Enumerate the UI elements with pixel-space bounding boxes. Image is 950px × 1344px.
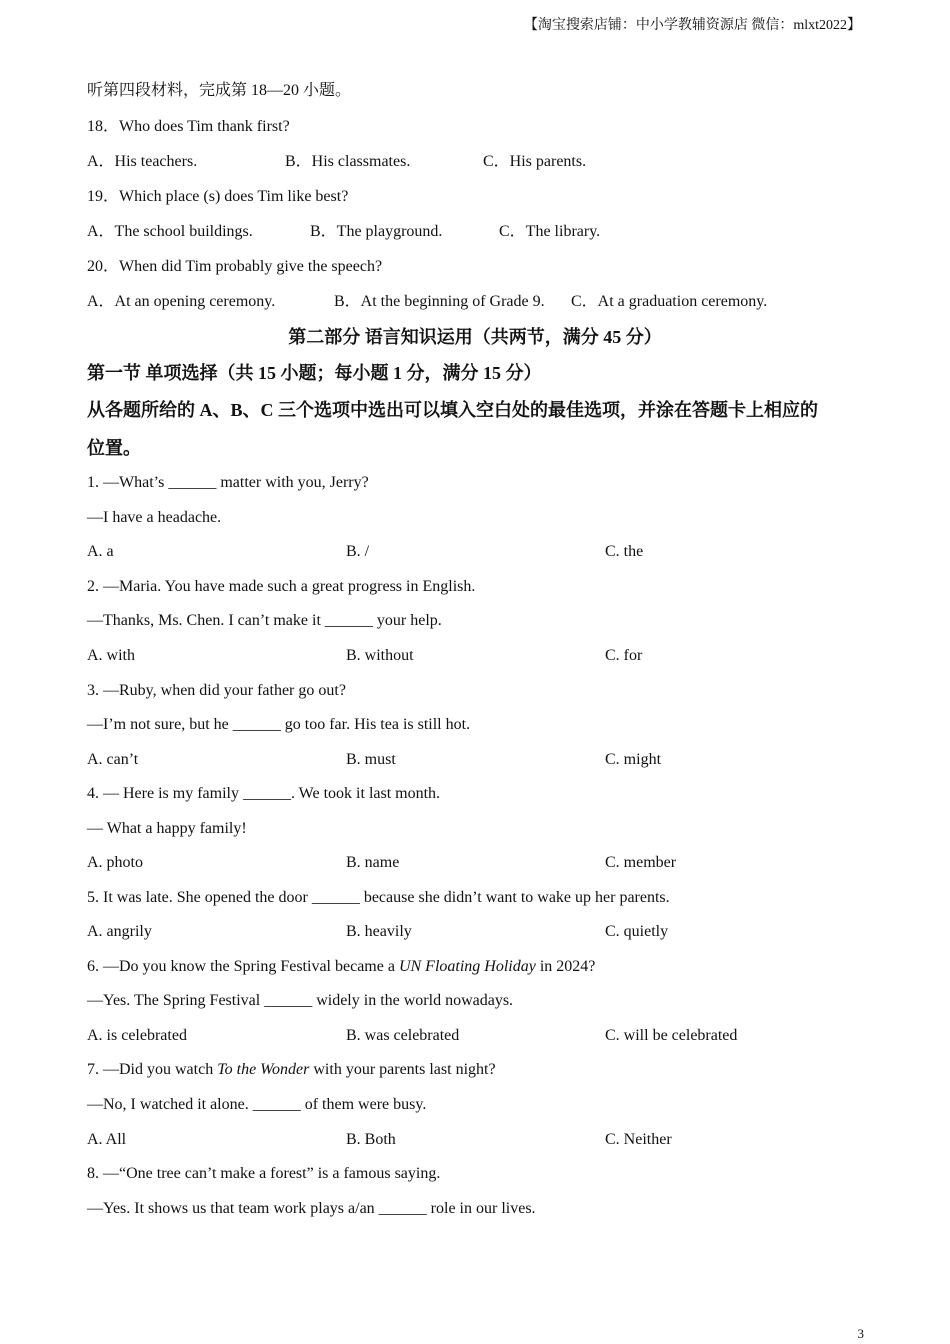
question-3-option-a: A. can’t <box>87 751 139 768</box>
question-6-italic: UN Floating Holiday <box>398 958 536 975</box>
section1-title: 第一节 单项选择（共 15 小题；每小题 1 分，满分 15 分） <box>87 363 542 383</box>
question-7-post: with your parents last night? <box>309 1061 496 1078</box>
question-2-line-2: —Thanks, Ms. Chen. I can’t make it ______ your help. <box>87 612 442 629</box>
question-3-option-b: B. must <box>346 751 396 768</box>
part2-instruction-line2: 位置。 <box>87 438 141 458</box>
question-7-line-2: —No, I watched it alone. ______ of them were busy. <box>87 1096 427 1113</box>
question-4-option-b: B. name <box>346 854 400 871</box>
question-1-option-a: A. a <box>87 543 114 560</box>
question-6-line-1 <box>87 957 595 977</box>
question-19-stem: 19．Which place (s) does Tim like best? <box>87 188 349 205</box>
question-5-line-1: 5. It was late. She opened the door ______ because she didn’t want to wake up her parents. <box>87 889 670 906</box>
question-2-line-1: 2. —Maria. You have made such a great progress in English. <box>87 578 476 595</box>
question-4-line-2: — What a happy family! <box>87 820 247 837</box>
question-18-option-b: B．His classmates. <box>285 153 411 170</box>
question-1-option-c: C. the <box>605 543 644 560</box>
question-19-option-a: A．The school buildings. <box>87 223 253 240</box>
question-8-line-1: 8. —“One tree can’t make a forest” is a famous saying. <box>87 1165 441 1182</box>
question-6-option-c: C. will be celebrated <box>605 1027 738 1044</box>
question-18-option-c: C．His parents. <box>483 153 587 170</box>
question-5-option-c: C. quietly <box>605 923 669 940</box>
question-3-line-2: —I’m not sure, but he ______ go too far. His tea is still hot. <box>87 716 471 733</box>
page-number: 3 <box>857 1326 864 1341</box>
question-18-option-a: A．His teachers. <box>87 153 198 170</box>
question-2-option-c: C. for <box>605 647 643 664</box>
question-6-pre: 6. —Do you know the Spring Festival became a <box>87 958 399 975</box>
question-6-option-a: A. is celebrated <box>87 1027 187 1044</box>
question-7-option-b: B. Both <box>346 1131 396 1148</box>
question-4-line-1: 4. — Here is my family ______. We took it last month. <box>87 785 441 802</box>
question-4-option-c: C. member <box>605 854 677 871</box>
question-18-stem: 18．Who does Tim thank first? <box>87 118 290 135</box>
question-2-option-a: A. with <box>87 647 135 664</box>
question-19-option-c: C．The library. <box>499 223 601 240</box>
question-6-line-2: —Yes. The Spring Festival ______ widely in the world nowadays. <box>87 992 514 1009</box>
question-20-option-a: A．At an opening ceremony. <box>87 293 276 310</box>
question-1-line-1: 1. —What’s ______ matter with you, Jerry? <box>87 474 369 491</box>
part2-instruction-line1: 从各题所给的 A、B、C 三个选项中选出可以填入空白处的最佳选项，并涂在答题卡上相应的 <box>87 400 818 420</box>
question-3-option-c: C. might <box>605 751 662 768</box>
question-3-line-1: 3. —Ruby, when did your father go out? <box>87 682 346 699</box>
question-5-option-a: A. angrily <box>87 923 152 940</box>
question-1-option-b: B. / <box>346 543 370 560</box>
question-5-option-b: B. heavily <box>346 923 412 940</box>
question-6-post: in 2024? <box>535 958 596 975</box>
question-20-option-b: B．At the beginning of Grade 9. <box>334 293 545 310</box>
question-7-pre: 7. —Did you watch <box>87 1061 218 1078</box>
question-7-italic: To the Wonder <box>217 1061 310 1078</box>
question-20-stem: 20．When did Tim probably give the speech? <box>87 258 383 275</box>
question-19-option-b: B．The playground. <box>310 223 443 240</box>
question-8-line-2: —Yes. It shows us that team work plays a/an ______ role in our lives. <box>87 1200 536 1217</box>
page-header: 【淘宝搜索店铺：中小学教辅资源店 微信：mlxt2022】 <box>523 18 861 33</box>
question-7-option-c: C. Neither <box>605 1131 672 1148</box>
question-4-option-a: A. photo <box>87 854 143 871</box>
question-7-option-a: A. All <box>87 1131 127 1148</box>
listening-instruction: 听第四段材料，完成第 18—20 小题。 <box>87 82 352 99</box>
question-2-option-b: B. without <box>346 647 414 664</box>
question-7-line-1 <box>87 1060 496 1080</box>
question-20-option-c: C．At a graduation ceremony. <box>571 293 768 310</box>
question-1-line-2: —I have a headache. <box>87 509 222 526</box>
question-6-option-b: B. was celebrated <box>346 1027 460 1044</box>
part2-title: 第二部分 语言知识运用（共两节，满分 45 分） <box>288 327 662 347</box>
